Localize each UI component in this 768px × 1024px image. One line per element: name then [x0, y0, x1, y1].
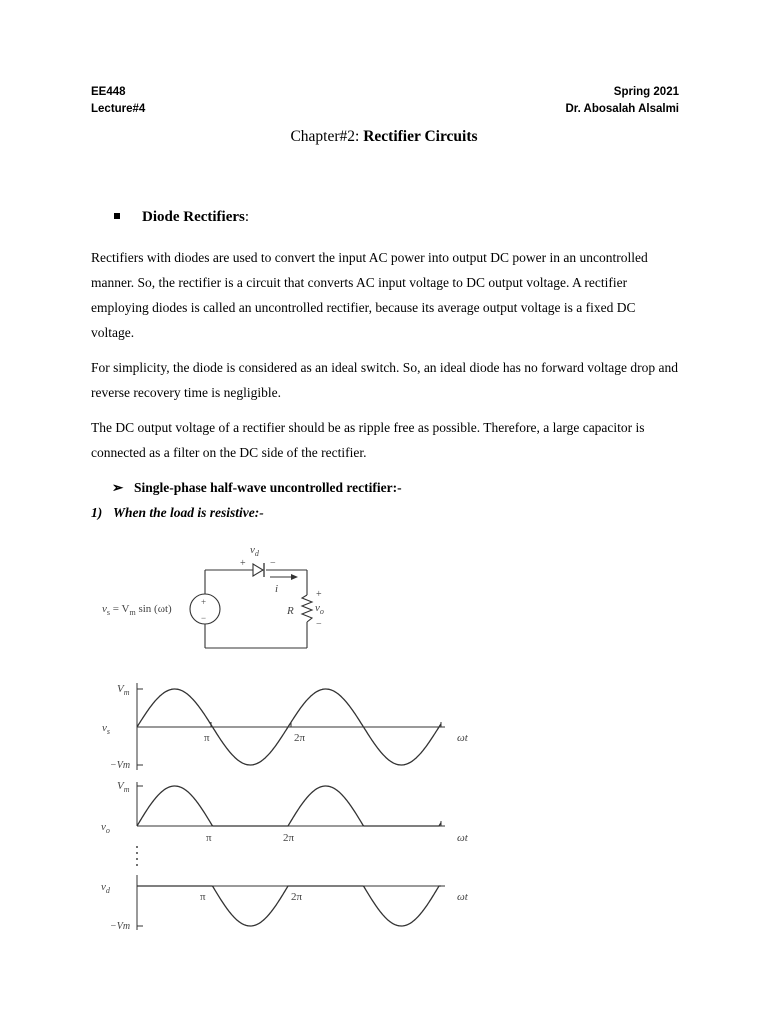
vd-2pi-label: 2π: [291, 891, 303, 903]
diode-voltage-label: $v_d$: [250, 544, 259, 558]
vd-label: $v_d$: [101, 881, 110, 895]
vo-vm-label: $V_m$: [117, 780, 130, 794]
vo-half-wave: [137, 786, 441, 826]
vs-label: $v_s$: [102, 722, 111, 736]
vd-wt-label: ωt: [457, 891, 468, 903]
vo-label: $v_o$: [101, 821, 110, 835]
vo-pi-label: π: [206, 832, 212, 844]
vs-pi-label: π: [204, 732, 210, 744]
subheading-resistive-text: When the load is resistive:-: [113, 505, 264, 520]
paragraph-3: The DC output voltage of a rectifier should be as ripple free as possible. Therefore, a large capacitor is connected as a filter on the DC side of the rectifier.: [91, 420, 645, 460]
resistor-label: R: [287, 605, 294, 617]
chapter-prefix: Chapter#2:: [290, 128, 364, 145]
vo-2pi-label: 2π: [283, 832, 295, 844]
lecture-number: Lecture#4: [91, 103, 146, 115]
vs-neg-vm-label: −Vm: [110, 760, 131, 771]
diode-plus: +: [240, 558, 246, 569]
term: Spring 2021: [613, 86, 679, 98]
diode-minus: −: [270, 558, 276, 569]
vo-wt-label: ωt: [457, 832, 468, 844]
section-heading-text: Diode Rectifiers: [142, 209, 245, 225]
vd-pi-label: π: [200, 891, 206, 903]
course-code: EE448: [91, 86, 126, 98]
output-voltage-label: $v_o$: [315, 602, 324, 616]
vs-vm-label: $V_m$: [117, 683, 130, 697]
subheading-half-wave-text: Single-phase half-wave uncontrolled rectifier:-: [134, 480, 402, 495]
section-heading-colon: :: [244, 209, 250, 225]
vd-neg-vm-label: −Vm: [110, 921, 131, 932]
chapter-name: Rectifier Circuits: [363, 128, 478, 145]
source-equation: $v_s = V_m$ sin (ωt): [102, 603, 172, 617]
arrow-bullet-icon: ➢: [112, 480, 124, 495]
source-minus: −: [201, 613, 207, 623]
vs-wt-label: ωt: [457, 732, 468, 744]
vd-negative-half-wave: [137, 886, 441, 926]
paragraph-1: Rectifiers with diodes are used to convert the input AC power into output DC power in an uncontrolled manner. So, the rectifier is a circuit that converts AC input voltage to DC output voltage. A rectifier employing diodes is called an uncontrolled rectifier, because its average output voltage is a fixed DC voltage.: [91, 250, 648, 340]
output-minus: −: [316, 619, 322, 630]
instructor: Dr. Abosalah Alsalmi: [565, 103, 679, 115]
current-label: i: [275, 583, 279, 595]
subheading-number: 1): [91, 505, 103, 520]
vs-2pi-label: 2π: [294, 732, 306, 744]
output-plus: +: [316, 589, 322, 600]
source-plus: +: [201, 597, 207, 607]
paragraph-2: For simplicity, the diode is considered as an ideal switch. So, an ideal diode has no forward voltage drop and reverse recovery time is negligible.: [91, 360, 678, 400]
